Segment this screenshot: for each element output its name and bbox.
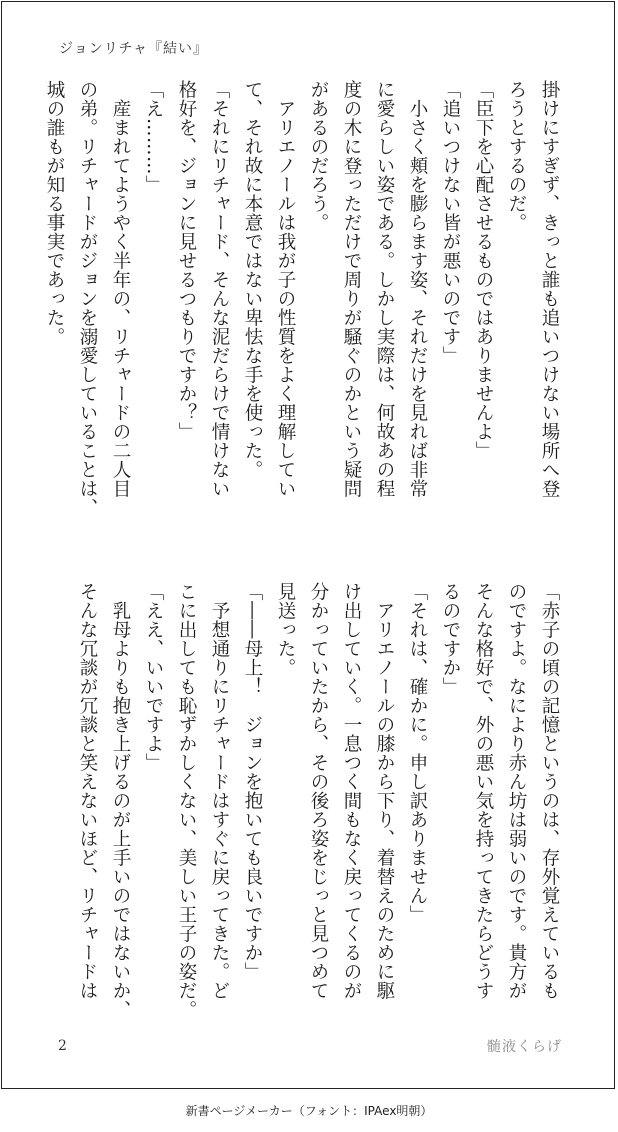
text-line: ろうとするのだ。 (506, 80, 527, 232)
text-line: に愛らしい姿である。しかし実際は、何故あの程 (374, 80, 395, 498)
text-line: こに出しても恥ずかしくない、美しい王子の姿だ。 (176, 582, 197, 1019)
text-line: の弟。リチャードがジョンを溺愛していることは、 (77, 80, 98, 517)
text-line: 度の木に登っただけで周りが騒ぐのかという疑問 (341, 80, 362, 498)
text-line: 分かっていたから、その後ろ姿をじっと見つめて (308, 582, 329, 1000)
author-name: 髄液くらげ (487, 1039, 562, 1055)
text-line: アリエノールは我が子の性質をよく理解してい (275, 98, 296, 498)
text-line: 「赤子の頃の記憶というのは、存外覚えているも (539, 582, 560, 1000)
text-line: 「追いつけない皆が悪いのです」 (440, 80, 461, 365)
text-line: 格好を、ジョンに見せるつもりですか？」 (176, 80, 197, 441)
text-line: 「臣下を心配させるものではありませんよ」 (473, 80, 494, 460)
text-line: 「それは、確かに。申し訳ありません」 (407, 582, 428, 924)
text-line: そんな格好で、外の悪い気を持ってきたらどうす (473, 582, 494, 1000)
page-frame (1, 1, 615, 1089)
text-line: 「それにリチャード、そんな泥だらけで情けない (209, 80, 230, 498)
running-title: ジョンリチャ『結い』 (59, 41, 209, 57)
text-line: のですよ。なにより赤ん坊は弱いのです。貴方が (506, 582, 527, 1000)
text-line: 城の誰もが知る事実であった。 (44, 80, 65, 346)
app-credit: 新書ページメーカー（フォント：IPAex明朝） (185, 1104, 433, 1118)
text-line: け出していく。一息つく間もなく戻ってくるのが (341, 582, 362, 1000)
text-line: て、それ故に本意ではない卑怯な手を使った。 (242, 80, 263, 479)
text-block-lower (71, 582, 566, 1022)
text-line: 「え………」 (143, 80, 164, 194)
text-line: 掛けにすぎず、きっと誰も追いつけない場所へ登 (539, 80, 560, 498)
text-line: アリエノールの膝から下り、着替えのために駆 (374, 600, 395, 1000)
text-line: 予想通りにリチャードはすぐに戻ってきた。ど (209, 600, 230, 1000)
text-block-upper (38, 80, 566, 535)
text-line: るのですか」 (440, 582, 461, 696)
text-line: 「――母上！ ジョンを抱いても良いですか」 (242, 582, 263, 981)
text-line: 産まれてようやく半年の、リチャードの二人目 (110, 98, 131, 498)
text-line: 見送った。 (275, 582, 296, 677)
text-line: があるのだろう。 (308, 80, 329, 232)
text-line: そんな冗談が冗談と笑えないほど、リチャードは (77, 582, 98, 1000)
text-line: 「ええ、いいですよ」 (143, 582, 164, 772)
page-number: 2 (58, 1038, 67, 1054)
text-line: 小さく頬を膨らます姿、それだけを見れば非常 (407, 98, 428, 498)
text-line: 乳母よりも抱き上げるのが上手いのではないか、 (110, 600, 131, 1019)
